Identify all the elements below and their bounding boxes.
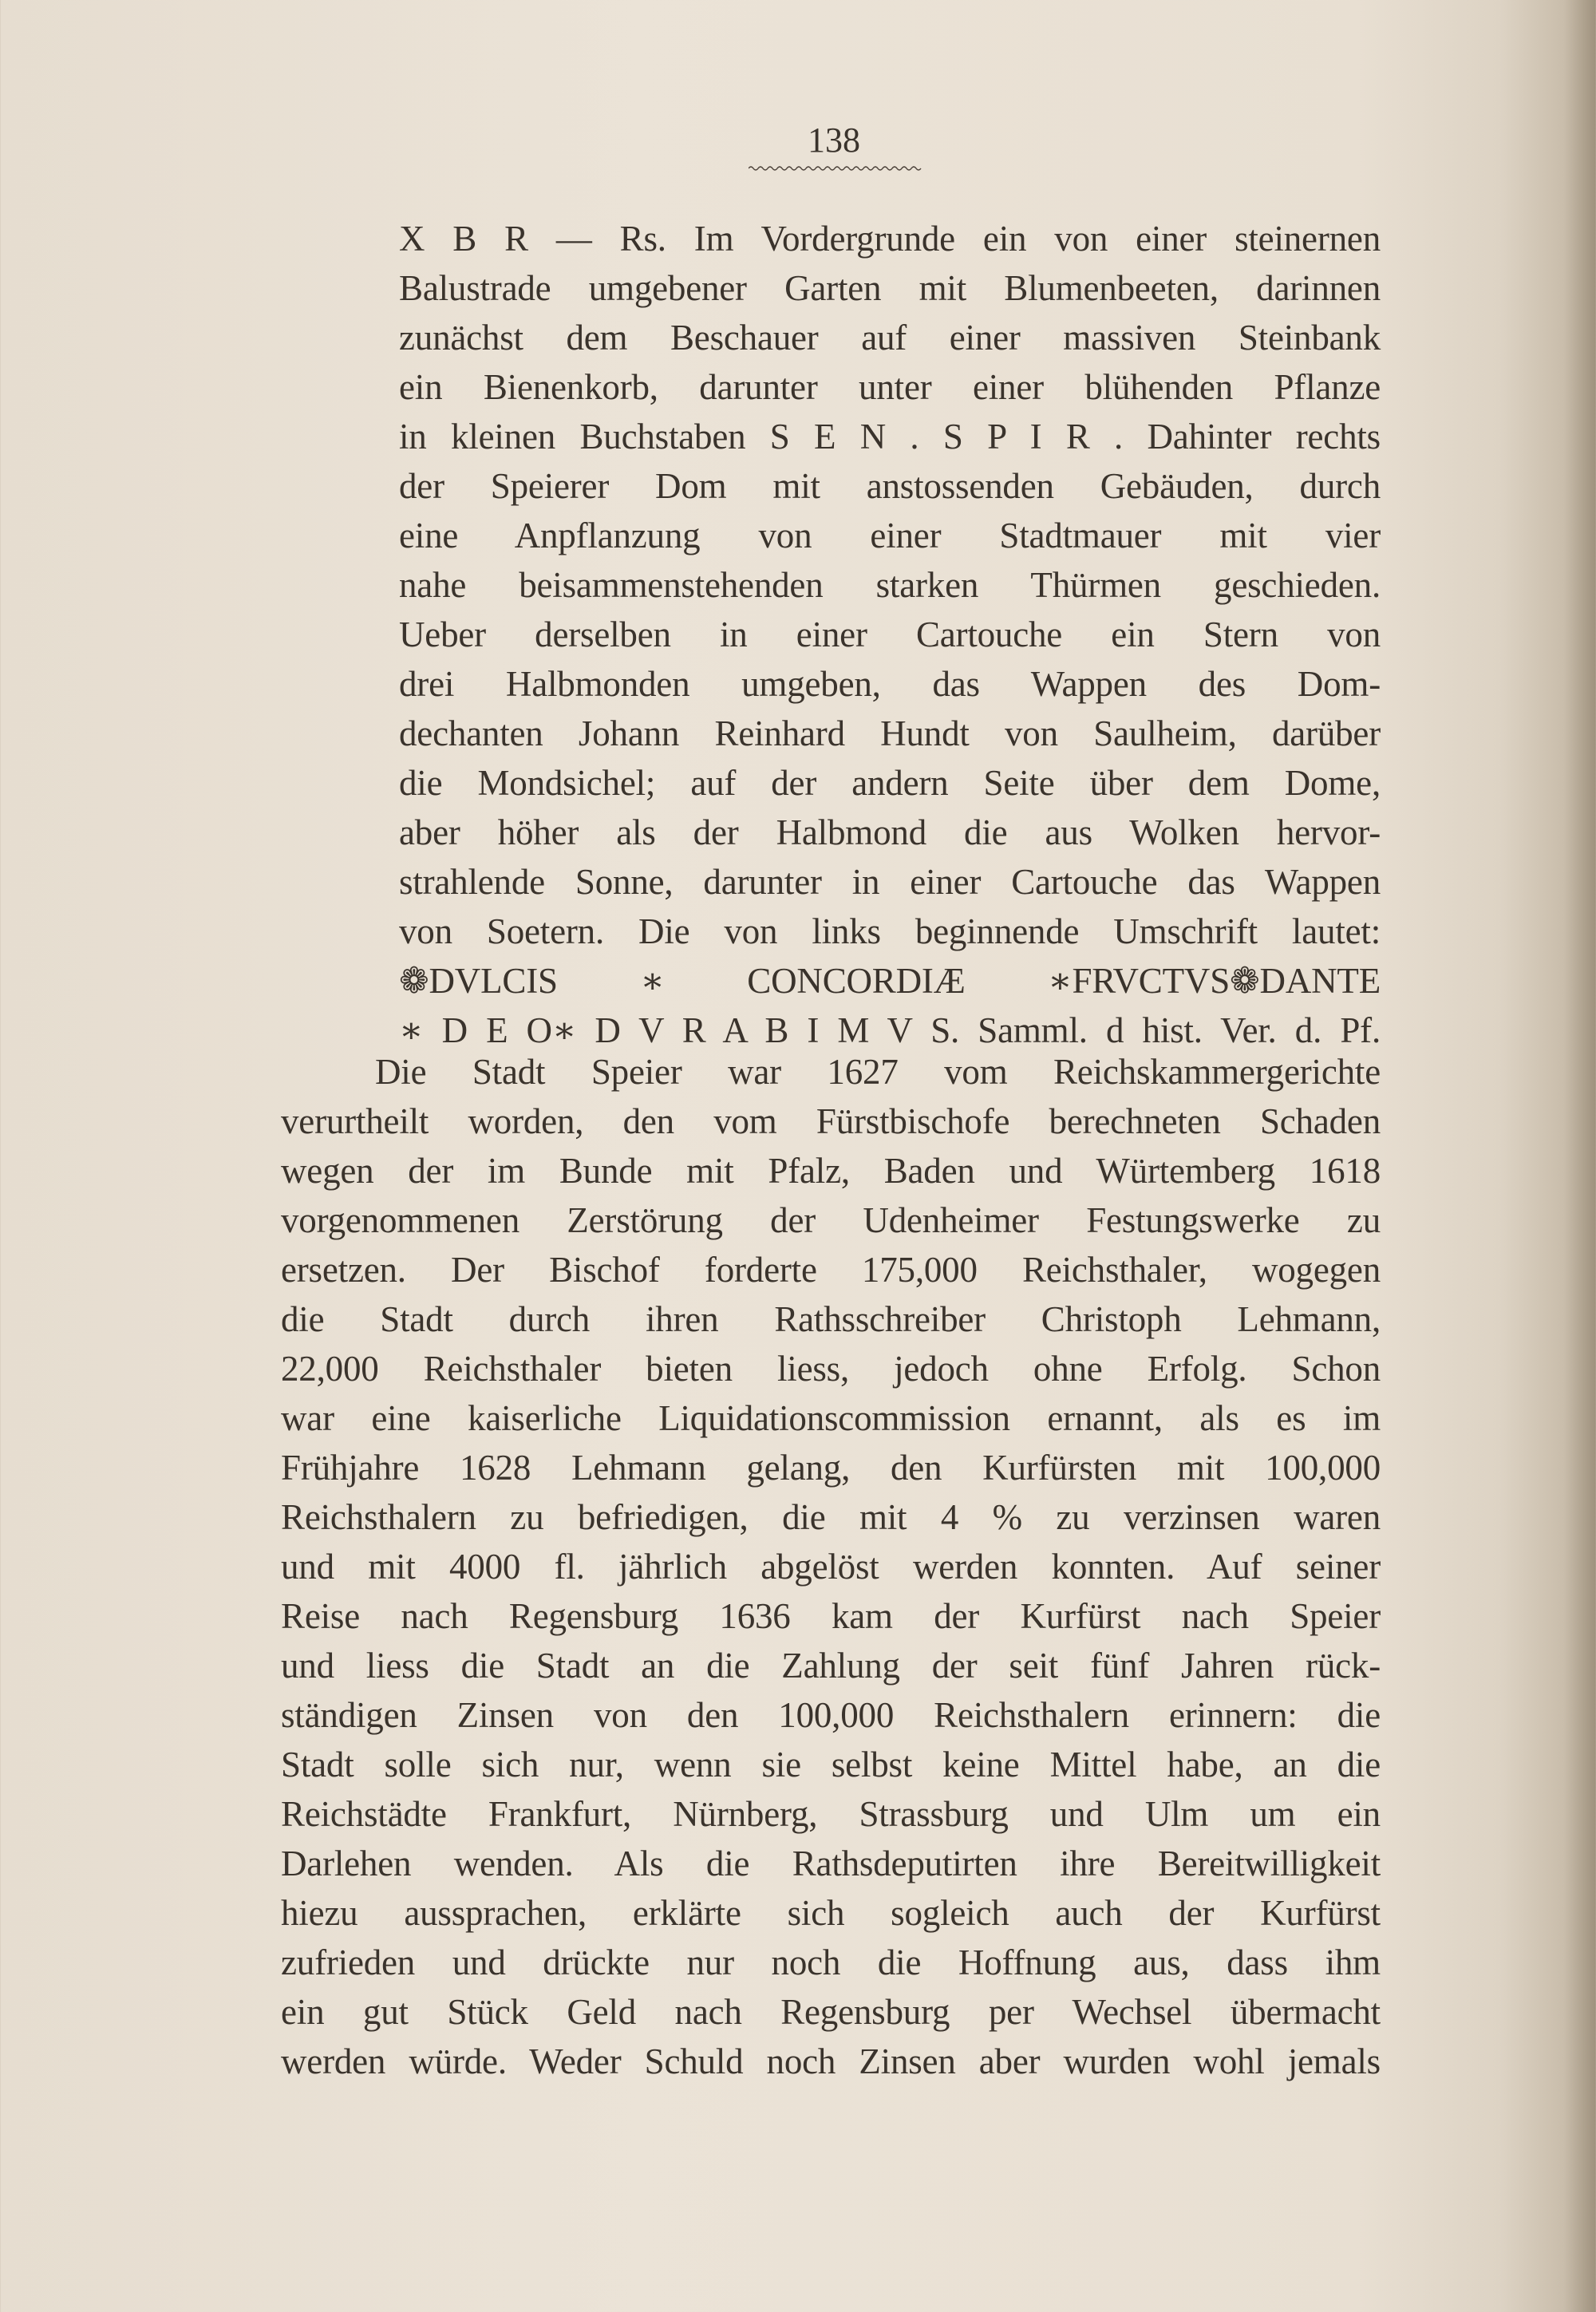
text-line: die Mondsichel; auf der andern Seite über dem Dome, bbox=[399, 763, 1381, 803]
text-line: vorgenommenen Zerstörung der Udenheimer Festungswerke zu bbox=[281, 1200, 1381, 1240]
text-line: Ueber derselben in einer Cartouche ein Stern von bbox=[399, 615, 1381, 654]
text-line: Balustrade umgebener Garten mit Blumenbeeten, darinnen bbox=[399, 268, 1381, 308]
text-line: ∗ D E O∗ D V R A B I M V S. Samml. d hist. Ver. d. Pf. bbox=[399, 1010, 1381, 1050]
text-line: ersetzen. Der Bischof forderte 175,000 Reichsthaler, wogegen bbox=[281, 1250, 1381, 1290]
text-line: ständigen Zinsen von den 100,000 Reichsthalern erinnern: die bbox=[281, 1695, 1381, 1735]
text-line: Darlehen wenden. Als die Rathsdeputirten ihre Bereitwilligkeit bbox=[281, 1844, 1381, 1883]
text-line: X B R — Rs. Im Vordergrunde ein von einer steinernen bbox=[399, 219, 1381, 259]
text-line: Reise nach Regensburg 1636 kam der Kurfürst nach Speier bbox=[281, 1596, 1381, 1636]
text-line: hiezu aussprachen, erklärte sich sogleich auch der Kurfürst bbox=[281, 1893, 1381, 1933]
text-line: zufrieden und drückte nur noch die Hoffnung aus, dass ihm bbox=[281, 1942, 1381, 1982]
text-line: in kleinen Buchstaben S E N . S P I R . Dahinter rechts bbox=[399, 417, 1381, 456]
wavy-rule bbox=[749, 164, 922, 172]
text-line: ein gut Stück Geld nach Regensburg per Wechsel übermacht bbox=[281, 1992, 1381, 2032]
text-line: war eine kaiserliche Liquidationscommission ernannt, als es im bbox=[281, 1398, 1381, 1438]
text-line: und mit 4000 fl. jährlich abgelöst werden konnten. Auf seiner bbox=[281, 1547, 1381, 1587]
text-line: der Speierer Dom mit anstossenden Gebäuden, durch bbox=[399, 466, 1381, 506]
text-line: strahlende Sonne, darunter in einer Cartouche das Wappen bbox=[399, 862, 1381, 902]
text-line: werden würde. Weder Schuld noch Zinsen aber wurden wohl jemals bbox=[281, 2041, 1381, 2081]
page-number: 138 bbox=[808, 121, 860, 160]
text-line: ein Bienenkorb, darunter unter einer blühenden Pflanze bbox=[399, 367, 1381, 407]
text-line: aber höher als der Halbmond die aus Wolken hervor- bbox=[399, 812, 1381, 852]
text-line: Reichstädte Frankfurt, Nürnberg, Strassburg und Ulm um ein bbox=[281, 1794, 1381, 1834]
text-line: und liess die Stadt an die Zahlung der seit fünf Jahren rück- bbox=[281, 1646, 1381, 1686]
text-line: Die Stadt Speier war 1627 vom Reichskammergerichte bbox=[375, 1052, 1381, 1092]
text-line: ❁DVLCIS ∗ CONCORDIÆ ∗FRVCTVS❁DANTE bbox=[399, 961, 1381, 1001]
text-line: Reichsthalern zu befriedigen, die mit 4 % zu verzinsen waren bbox=[281, 1497, 1381, 1537]
text-line: eine Anpflanzung von einer Stadtmauer mit vier bbox=[399, 516, 1381, 555]
text-line: verurtheilt worden, den vom Fürstbischofe berechneten Schaden bbox=[281, 1101, 1381, 1141]
text-line: Stadt solle sich nur, wenn sie selbst keine Mittel habe, an die bbox=[281, 1745, 1381, 1784]
text-line: die Stadt durch ihren Rathsschreiber Christoph Lehmann, bbox=[281, 1299, 1381, 1339]
text-line: wegen der im Bunde mit Pfalz, Baden und Würtemberg 1618 bbox=[281, 1151, 1381, 1191]
text-line: dechanten Johann Reinhard Hundt von Saulheim, darüber bbox=[399, 713, 1381, 753]
text-line: zunächst dem Beschauer auf einer massiven Steinbank bbox=[399, 318, 1381, 358]
coin-description-block bbox=[399, 214, 1381, 1055]
body-paragraph bbox=[281, 1097, 1381, 2086]
text-line: von Soetern. Die von links beginnende Umschrift lautet: bbox=[399, 911, 1381, 951]
paragraph-first-line bbox=[375, 1047, 1381, 1097]
text-line: drei Halbmonden umgeben, das Wappen des Dom- bbox=[399, 664, 1381, 704]
text-line: Frühjahre 1628 Lehmann gelang, den Kurfürsten mit 100,000 bbox=[281, 1448, 1381, 1488]
text-line: nahe beisammenstehenden starken Thürmen geschieden. bbox=[399, 565, 1381, 605]
text-line: 22,000 Reichsthaler bieten liess, jedoch ohne Erfolg. Schon bbox=[281, 1349, 1381, 1389]
